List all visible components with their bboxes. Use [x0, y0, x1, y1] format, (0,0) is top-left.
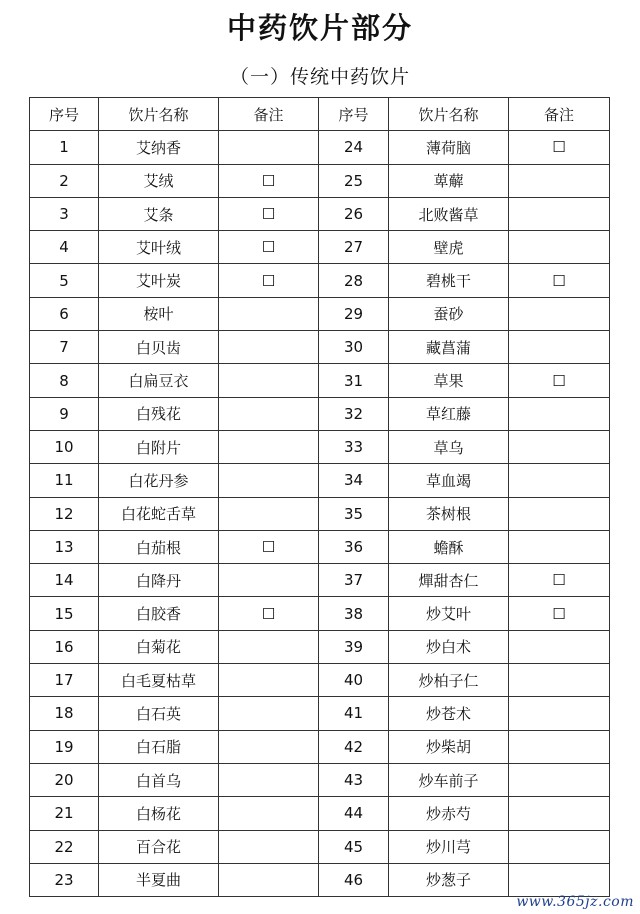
- note-checkbox-cell: [219, 797, 319, 830]
- herb-name-cell: 草乌: [389, 430, 509, 463]
- herb-name-cell: 白石英: [99, 697, 219, 730]
- table-row: [30, 530, 610, 563]
- index-cell: 23: [30, 863, 99, 896]
- herb-table: [29, 97, 610, 897]
- index-cell: 10: [30, 430, 99, 463]
- herb-name-cell: 半夏曲: [99, 863, 219, 896]
- index-cell: 7: [30, 331, 99, 364]
- note-checkbox-cell: [509, 697, 610, 730]
- herb-name-cell: 百合花: [99, 830, 219, 863]
- herb-name-cell: 蚕砂: [389, 297, 509, 330]
- index-cell: 11: [30, 464, 99, 497]
- herb-name-cell: 白茄根: [99, 530, 219, 563]
- herb-name-cell: 白降丹: [99, 564, 219, 597]
- note-checkbox-cell[interactable]: ☐: [509, 264, 610, 297]
- herb-name-cell: 白杨花: [99, 797, 219, 830]
- note-checkbox-cell: [509, 164, 610, 197]
- index-cell: 3: [30, 197, 99, 230]
- herb-name-cell: 炒苍术: [389, 697, 509, 730]
- index-cell: 8: [30, 364, 99, 397]
- note-checkbox-cell[interactable]: ☐: [509, 131, 610, 164]
- note-checkbox-cell: [509, 530, 610, 563]
- note-checkbox-cell: [509, 830, 610, 863]
- note-checkbox-cell: [219, 630, 319, 663]
- table-row: [30, 863, 610, 896]
- note-checkbox-cell: [219, 730, 319, 763]
- index-cell: 42: [319, 730, 389, 763]
- herb-name-cell: 白花丹参: [99, 464, 219, 497]
- index-cell: 15: [30, 597, 99, 630]
- header-note-right: 备注: [509, 98, 610, 131]
- index-cell: 40: [319, 664, 389, 697]
- note-checkbox-cell: [219, 297, 319, 330]
- herb-name-cell: 萆薢: [389, 164, 509, 197]
- index-cell: 32: [319, 397, 389, 430]
- section-subtitle: （一）传统中药饮片: [229, 66, 410, 88]
- note-checkbox-cell: [219, 564, 319, 597]
- note-checkbox-cell: [509, 630, 610, 663]
- index-cell: 21: [30, 797, 99, 830]
- index-cell: 13: [30, 530, 99, 563]
- note-checkbox-cell[interactable]: ☐: [509, 364, 610, 397]
- index-cell: 25: [319, 164, 389, 197]
- table-row: [30, 630, 610, 663]
- herb-name-cell: 炒柴胡: [389, 730, 509, 763]
- note-checkbox-cell: [509, 297, 610, 330]
- note-checkbox-cell: [509, 331, 610, 364]
- index-cell: 14: [30, 564, 99, 597]
- table-header-row: [30, 98, 610, 131]
- herb-name-cell: 壁虎: [389, 231, 509, 264]
- herb-name-cell: 炒川芎: [389, 830, 509, 863]
- note-checkbox-cell: [509, 464, 610, 497]
- note-checkbox-cell: [219, 131, 319, 164]
- index-cell: 44: [319, 797, 389, 830]
- herb-name-cell: 艾条: [99, 197, 219, 230]
- index-cell: 30: [319, 331, 389, 364]
- herb-name-cell: 炒车前子: [389, 763, 509, 796]
- herb-name-cell: 白胶香: [99, 597, 219, 630]
- table-row: [30, 364, 610, 397]
- note-checkbox-cell[interactable]: ☐: [219, 197, 319, 230]
- table-row: [30, 464, 610, 497]
- table-body: [30, 131, 610, 897]
- herb-name-cell: 北败酱草: [389, 197, 509, 230]
- table-row: [30, 564, 610, 597]
- herb-name-cell: 白附片: [99, 430, 219, 463]
- index-cell: 36: [319, 530, 389, 563]
- note-checkbox-cell: [509, 763, 610, 796]
- herb-name-cell: 白残花: [99, 397, 219, 430]
- index-cell: 35: [319, 497, 389, 530]
- herb-name-cell: 炒柏子仁: [389, 664, 509, 697]
- header-name-left: 饮片名称: [99, 98, 219, 131]
- index-cell: 39: [319, 630, 389, 663]
- table-row: [30, 231, 610, 264]
- herb-name-cell: 碧桃干: [389, 264, 509, 297]
- note-checkbox-cell: [509, 397, 610, 430]
- herb-name-cell: 艾纳香: [99, 131, 219, 164]
- index-cell: 28: [319, 264, 389, 297]
- table-row: [30, 697, 610, 730]
- herb-name-cell: 艾叶绒: [99, 231, 219, 264]
- note-checkbox-cell: [509, 497, 610, 530]
- site-watermark: www.365jz.com: [516, 894, 634, 910]
- note-checkbox-cell: [219, 464, 319, 497]
- table-row: [30, 264, 610, 297]
- index-cell: 46: [319, 863, 389, 896]
- index-cell: 29: [319, 297, 389, 330]
- header-index-left: 序号: [30, 98, 99, 131]
- index-cell: 41: [319, 697, 389, 730]
- herb-name-cell: 炒赤芍: [389, 797, 509, 830]
- note-checkbox-cell[interactable]: ☐: [509, 597, 610, 630]
- table-row: [30, 331, 610, 364]
- herb-name-cell: 草血竭: [389, 464, 509, 497]
- herb-name-cell: 艾绒: [99, 164, 219, 197]
- index-cell: 19: [30, 730, 99, 763]
- page-title: 中药饮片部分: [226, 11, 413, 45]
- note-checkbox-cell: [509, 730, 610, 763]
- index-cell: 5: [30, 264, 99, 297]
- herb-name-cell: 炒艾叶: [389, 597, 509, 630]
- index-cell: 1: [30, 131, 99, 164]
- note-checkbox-cell: [219, 863, 319, 896]
- note-checkbox-cell[interactable]: ☐: [219, 530, 319, 563]
- table-row: [30, 131, 610, 164]
- table-row: [30, 197, 610, 230]
- index-cell: 2: [30, 164, 99, 197]
- herb-name-cell: 白毛夏枯草: [99, 664, 219, 697]
- note-checkbox-cell: [509, 863, 610, 896]
- note-checkbox-cell: [509, 797, 610, 830]
- index-cell: 4: [30, 231, 99, 264]
- herb-name-cell: 茶树根: [389, 497, 509, 530]
- note-checkbox-cell[interactable]: ☐: [219, 264, 319, 297]
- index-cell: 17: [30, 664, 99, 697]
- herb-name-cell: 艾叶炭: [99, 264, 219, 297]
- herb-name-cell: 白石脂: [99, 730, 219, 763]
- note-checkbox-cell: [509, 197, 610, 230]
- table-row: [30, 597, 610, 630]
- index-cell: 24: [319, 131, 389, 164]
- herb-name-cell: 薄荷脑: [389, 131, 509, 164]
- note-checkbox-cell: [219, 697, 319, 730]
- note-checkbox-cell: [509, 430, 610, 463]
- note-checkbox-cell: [219, 364, 319, 397]
- header-index-right: 序号: [319, 98, 389, 131]
- index-cell: 38: [319, 597, 389, 630]
- note-checkbox-cell: [509, 231, 610, 264]
- table-row: [30, 397, 610, 430]
- table-row: [30, 430, 610, 463]
- herb-name-cell: 白贝齿: [99, 331, 219, 364]
- index-cell: 18: [30, 697, 99, 730]
- index-cell: 31: [319, 364, 389, 397]
- herb-name-cell: 草红藤: [389, 397, 509, 430]
- table-row: [30, 164, 610, 197]
- note-checkbox-cell: [219, 331, 319, 364]
- index-cell: 26: [319, 197, 389, 230]
- table-row: [30, 297, 610, 330]
- index-cell: 9: [30, 397, 99, 430]
- note-checkbox-cell: [219, 397, 319, 430]
- table-row: [30, 497, 610, 530]
- herb-name-cell: 白花蛇舌草: [99, 497, 219, 530]
- note-checkbox-cell[interactable]: ☐: [509, 564, 610, 597]
- note-checkbox-cell[interactable]: ☐: [219, 164, 319, 197]
- note-checkbox-cell: [219, 830, 319, 863]
- table-row: [30, 664, 610, 697]
- note-checkbox-cell: [219, 497, 319, 530]
- herb-name-cell: 桉叶: [99, 297, 219, 330]
- index-cell: 12: [30, 497, 99, 530]
- table-row: [30, 797, 610, 830]
- table-row: [30, 830, 610, 863]
- table-row: [30, 730, 610, 763]
- header-name-right: 饮片名称: [389, 98, 509, 131]
- header-note-left: 备注: [219, 98, 319, 131]
- note-checkbox-cell: [219, 664, 319, 697]
- index-cell: 33: [319, 430, 389, 463]
- herb-name-cell: 藏菖蒲: [389, 331, 509, 364]
- index-cell: 43: [319, 763, 389, 796]
- note-checkbox-cell[interactable]: ☐: [219, 597, 319, 630]
- herb-name-cell: 炒葱子: [389, 863, 509, 896]
- table-row: [30, 763, 610, 796]
- herb-name-cell: 草果: [389, 364, 509, 397]
- herb-name-cell: 燀甜杏仁: [389, 564, 509, 597]
- note-checkbox-cell: [219, 763, 319, 796]
- herb-name-cell: 蟾酥: [389, 530, 509, 563]
- index-cell: 37: [319, 564, 389, 597]
- herb-name-cell: 白首乌: [99, 763, 219, 796]
- herb-name-cell: 炒白术: [389, 630, 509, 663]
- index-cell: 45: [319, 830, 389, 863]
- herb-name-cell: 白扁豆衣: [99, 364, 219, 397]
- note-checkbox-cell[interactable]: ☐: [219, 231, 319, 264]
- index-cell: 34: [319, 464, 389, 497]
- index-cell: 6: [30, 297, 99, 330]
- index-cell: 27: [319, 231, 389, 264]
- index-cell: 16: [30, 630, 99, 663]
- index-cell: 20: [30, 763, 99, 796]
- herb-name-cell: 白菊花: [99, 630, 219, 663]
- note-checkbox-cell: [509, 664, 610, 697]
- note-checkbox-cell: [219, 430, 319, 463]
- index-cell: 22: [30, 830, 99, 863]
